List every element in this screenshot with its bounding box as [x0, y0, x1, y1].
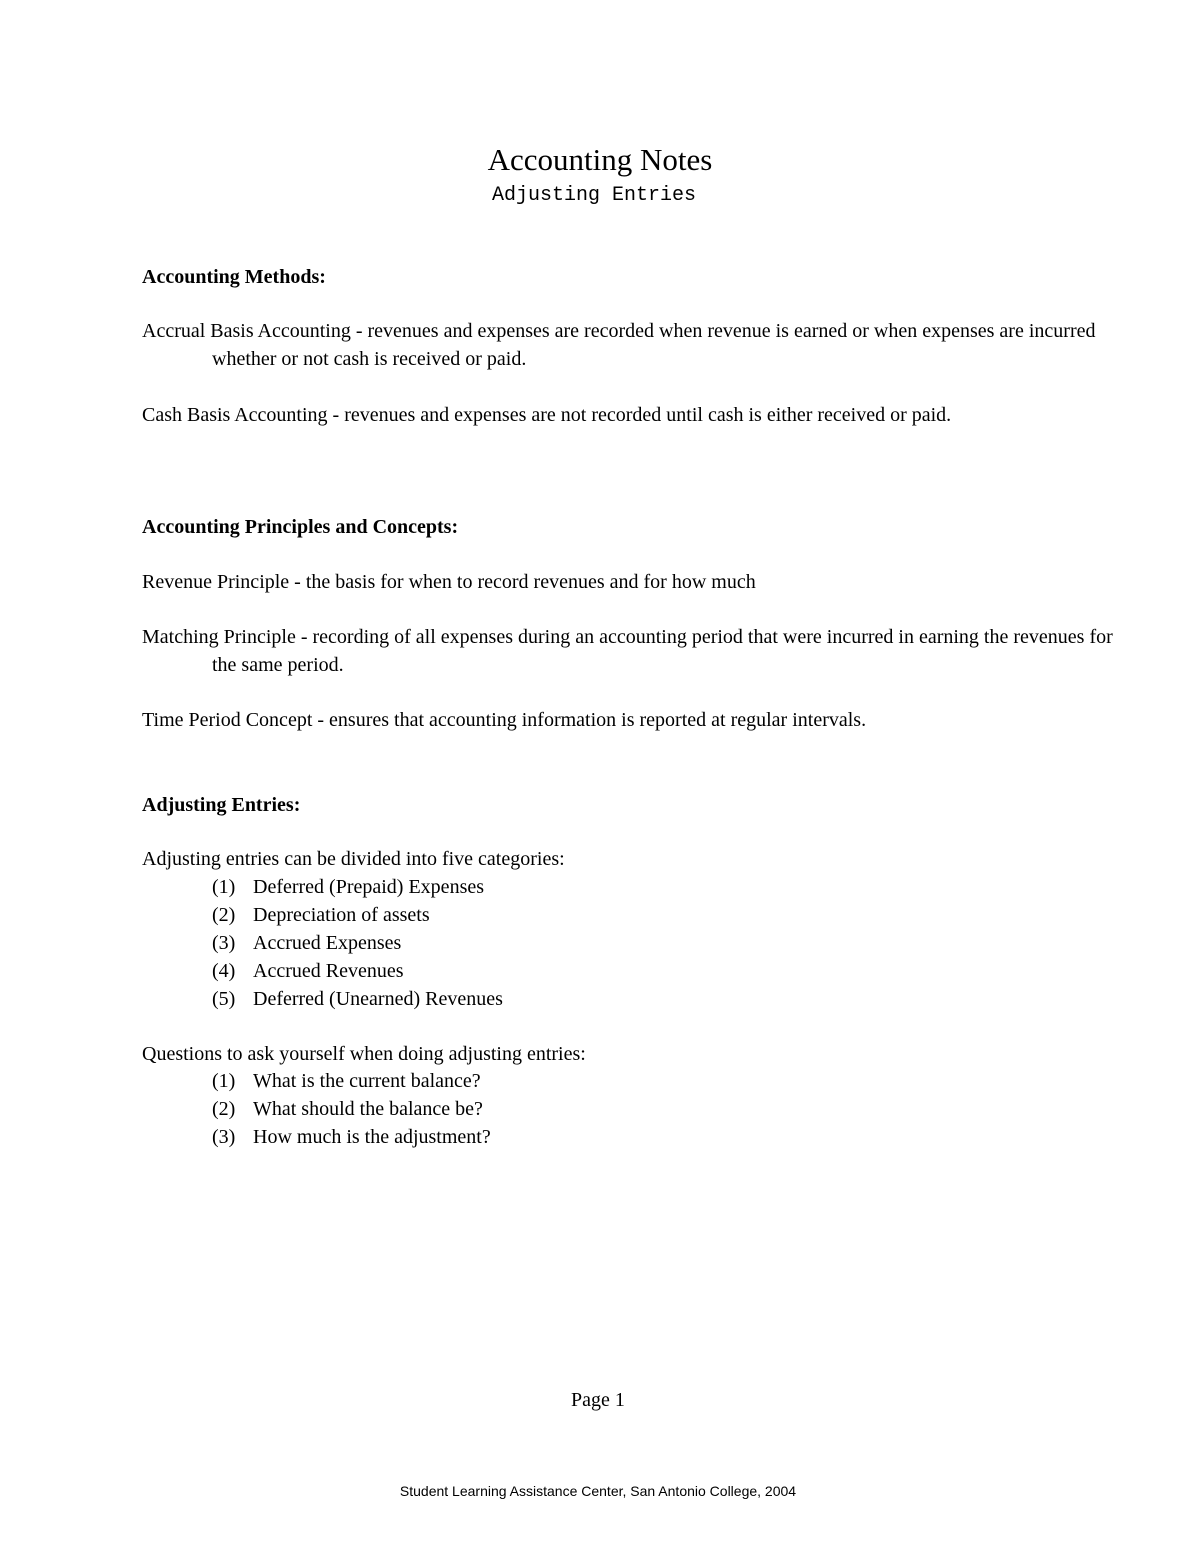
heading-adjusting-entries: Adjusting Entries:	[142, 794, 301, 816]
list-item: (4) Accrued Revenues	[212, 960, 404, 982]
categories-list	[212, 873, 503, 1013]
list-item: (1) Deferred (Prepaid) Expenses	[212, 876, 485, 898]
paragraph-cash-basis: Cash Basis Accounting - revenues and expenses are not recorded until cash is either received or paid.	[142, 404, 952, 426]
questions-list	[212, 1067, 491, 1151]
paragraph-time-period-concept: Time Period Concept - ensures that accounting information is reported at regular intervals.	[142, 709, 867, 731]
page-number: Page 1	[571, 1389, 625, 1411]
list-item: (3) Accrued Expenses	[212, 932, 402, 954]
document-subtitle: Adjusting Entries	[491, 184, 697, 207]
heading-principles-concepts: Accounting Principles and Concepts:	[142, 516, 459, 538]
paragraph-revenue-principle: Revenue Principle - the basis for when to record revenues and for how much	[142, 571, 756, 593]
list-item: (5) Deferred (Unearned) Revenues	[212, 988, 503, 1010]
heading-accounting-methods: Accounting Methods:	[142, 266, 326, 288]
paragraph-accrual-basis: Accrual Basis Accounting - revenues and expenses are recorded when revenue is earned or when expenses are incurred whether or not cash is received or paid.	[142, 320, 1096, 370]
list-item: (2) What should the balance be?	[212, 1098, 483, 1120]
categories-intro: Adjusting entries can be divided into five categories:	[142, 848, 565, 870]
questions-intro: Questions to ask yourself when doing adjusting entries:	[142, 1043, 586, 1065]
footer-credit: Student Learning Assistance Center, San Antonio College, 2004	[399, 1483, 797, 1499]
list-item: (2) Depreciation of assets	[212, 904, 430, 926]
document-title: Accounting Notes	[487, 142, 713, 177]
list-item: (3) How much is the adjustment?	[212, 1126, 491, 1148]
list-item: (1) What is the current balance?	[212, 1070, 481, 1092]
paragraph-matching-principle: Matching Principle - recording of all expenses during an accounting period that were incurred in earning the revenues for the same period.	[142, 626, 1113, 676]
